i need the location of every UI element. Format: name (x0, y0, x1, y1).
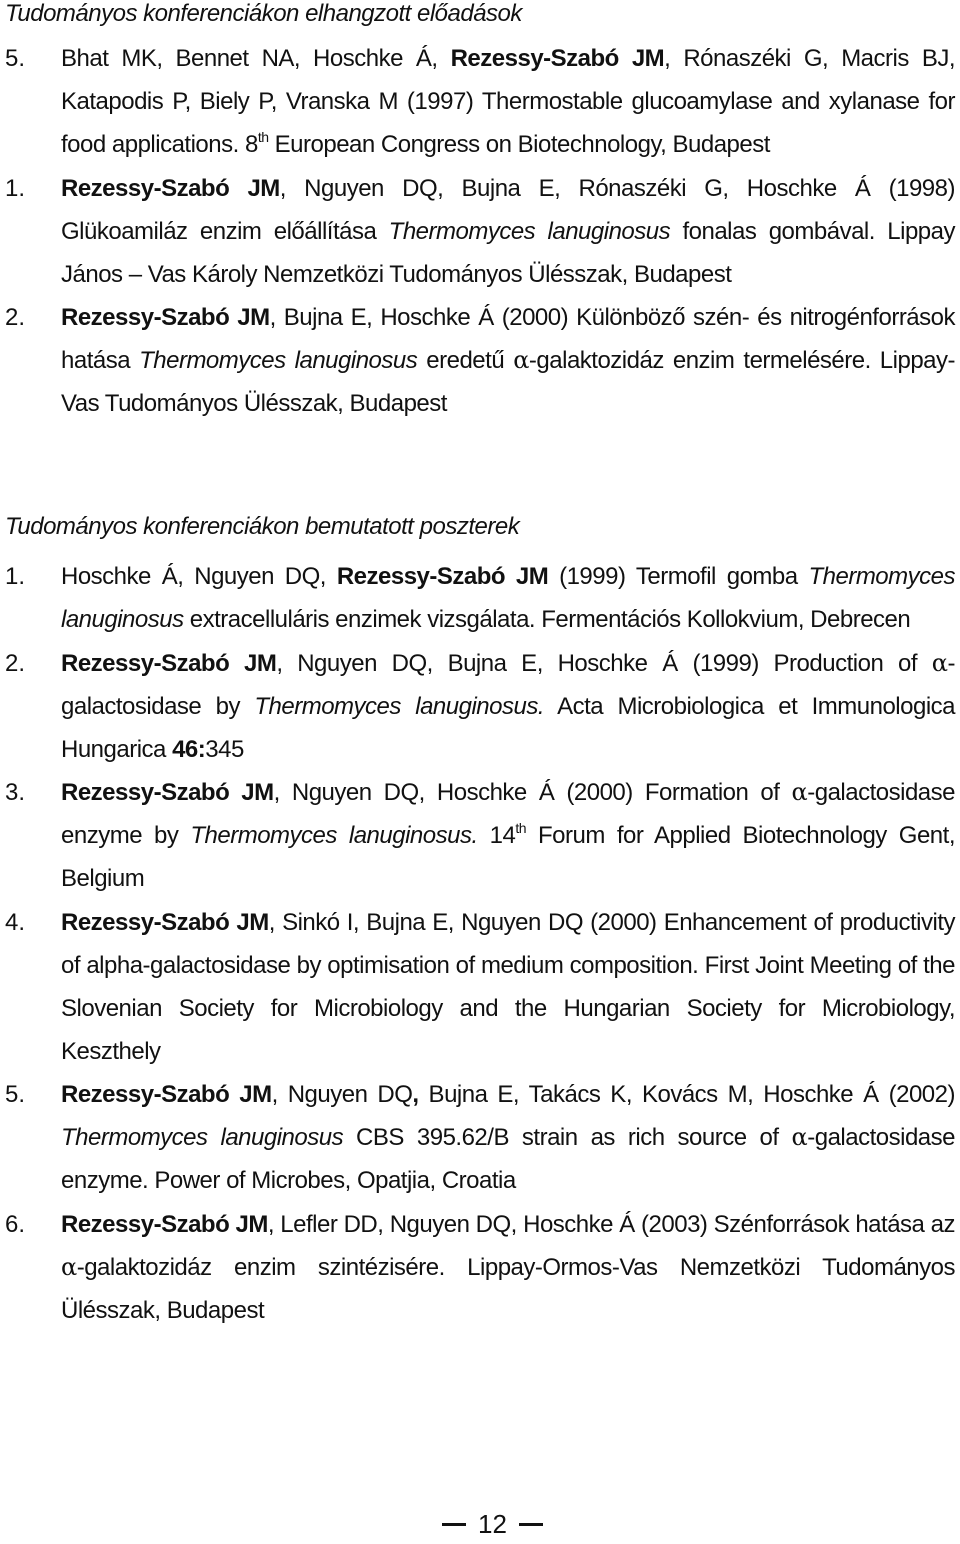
reference-number: 5. (5, 1081, 26, 1108)
page-number-dash-left (442, 1523, 466, 1526)
reference-number: 2. (5, 649, 26, 677)
reference-text: Bhat MK, Bennet NA, Hoschke Á, Rezessy-Szabó JM, Rónaszéki G, Macris BJ, Katapodis P, Biely P, Vranska M (1997) Thermostable glucoamylase and xylanase for food applications. 8th European Congress on Biotechnology, Budapest (61, 45, 956, 158)
reference-item (5, 642, 955, 771)
reference-item (5, 771, 955, 900)
reference-item (5, 1073, 955, 1202)
reference-text: Rezessy-Szabó JM, Sinkó I, Bujna E, Nguyen DQ (2000) Enhancement of productivity of alpha-galactosidase by optimisation of medium composition. First Joint Meeting of the Slovenian Society for Microbiology and the Hungarian Society for Microbiology, Keszthely (61, 908, 956, 1065)
reference-number: 2. (5, 304, 26, 331)
page-footer (442, 1504, 543, 1544)
reference-number: 4. (5, 908, 26, 936)
reference-text: Rezessy-Szabó JM, Lefler DD, Nguyen DQ, Hoschke Á (2003) Szénforrások hatása az α-galaktozidáz enzim szintézisére. Lippay-Ormos-Vas Nemzetközi Tudományos Ülésszak, Budapest (61, 1210, 956, 1324)
reference-text: Rezessy-Szabó JM, Nguyen DQ, Bujna E, Rónaszéki G, Hoschke Á (1998) Glükoamiláz enzim előállítása Thermomyces lanuginosus fonalas gombával. Lippay János – Vas Károly Nemzetközi Tudományos Ülésszak, Budapest (61, 174, 955, 288)
page-number-dash-right (519, 1523, 543, 1526)
reference-text: Rezessy-Szabó JM, Bujna E, Hoschke Á (2000) Különböző szén- és nitrogénforrások hatása Thermomyces lanuginosus eredetű α-galaktozidáz enzim termelésére. Lippay-Vas Tudományos Ülésszak, Budapest (61, 304, 956, 417)
reference-text: Rezessy-Szabó JM, Nguyen DQ, Bujna E, Hoschke Á (1999) Production of α-galactosidase by Thermomyces lanuginosus. Acta Microbiologica et Immunologica Hungarica 46:345 (61, 648, 956, 763)
reference-text: Rezessy-Szabó JM, Nguyen DQ, Bujna E, Takács K, Kovács M, Hoschke Á (2002) Thermomyces lanuginosus CBS 395.62/B strain as rich source of α-galactosidase enzyme. Power of Microbes, Opatjia, Croatia (61, 1081, 955, 1194)
reference-item (5, 1203, 955, 1332)
page-number: 12 (478, 1509, 507, 1539)
reference-number: 3. (5, 779, 26, 806)
reference-item (5, 901, 955, 1073)
reference-item (5, 167, 955, 296)
reference-number: 1. (5, 174, 26, 202)
reference-text: Hoschke Á, Nguyen DQ, Rezessy-Szabó JM (1999) Termofil gomba Thermomyces lanuginosus extracelluláris enzimek vizsgálata. Fermentációs Kollokvium, Debrecen (61, 563, 955, 633)
reference-item (5, 555, 955, 641)
reference-number: 6. (5, 1210, 26, 1238)
section-heading-lectures: Tudományos konferenciákon elhangzott előadások (5, 0, 522, 27)
lectures-reference-list (5, 37, 955, 426)
reference-text: Rezessy-Szabó JM, Nguyen DQ, Hoschke Á (2000) Formation of α-galactosidase enzyme by Thermomyces lanuginosus. 14th Forum for Applied Biotechnology Gent, Belgium (61, 778, 955, 892)
posters-reference-list (5, 555, 955, 1332)
reference-number: 5. (5, 45, 26, 72)
reference-item (5, 296, 955, 425)
section-heading-posters: Tudományos konferenciákon bemutatott poszterek (5, 513, 520, 540)
reference-number: 1. (5, 563, 26, 590)
reference-item (5, 37, 955, 166)
